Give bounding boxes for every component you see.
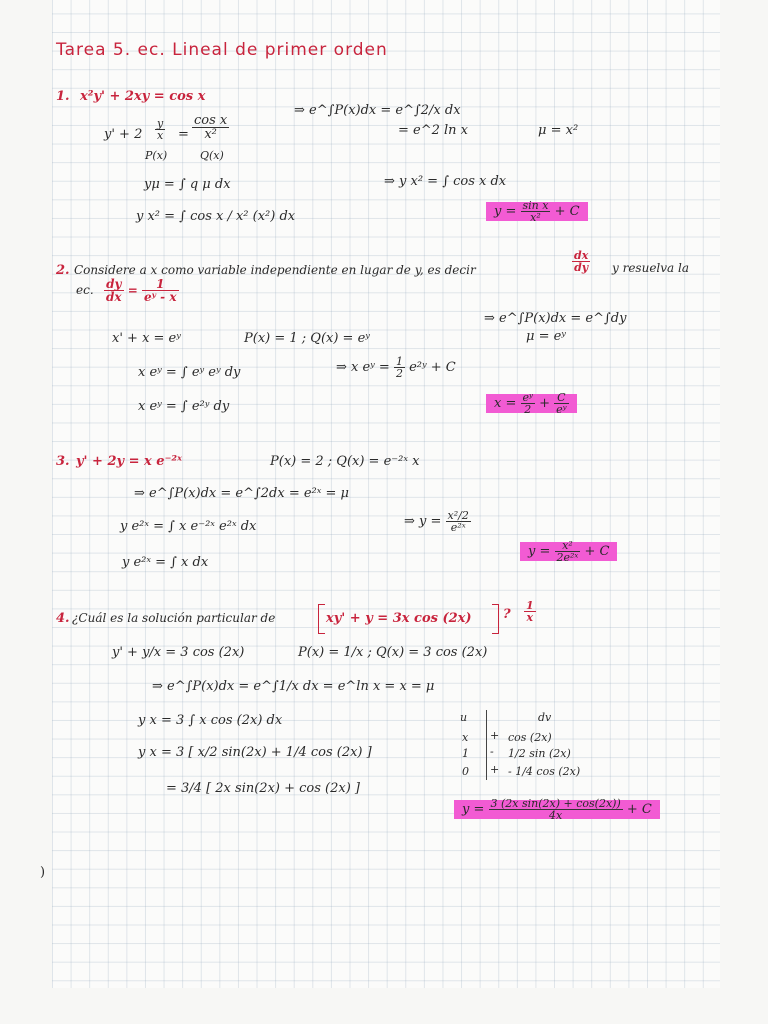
p1-frac-num: y: [157, 117, 164, 130]
problem-4-equation: xy' + y = 3x cos (2x): [326, 611, 472, 626]
problem-2-text-end: y resuelva la: [612, 261, 689, 275]
p1-answer-rhs: + C: [554, 204, 580, 219]
p3-answer-rhs: + C: [584, 544, 610, 559]
p1-standard-equals: =: [178, 127, 189, 142]
p1-q-den: x²: [204, 127, 217, 142]
p4-table-dv-0: cos (2x): [508, 731, 552, 744]
problem-3-number: 3.: [56, 454, 70, 469]
p4-table-sign-0: +: [490, 729, 500, 742]
p2-eq-rhs-den: eʸ - x: [143, 290, 177, 304]
p4-answer-num: 3 (2x sin(2x) + cos(2x)): [490, 797, 621, 810]
p4-table-u-2: 0: [462, 765, 469, 778]
problem-2-text: Considere a x como variable independiente en lugar de y, es decir: [74, 263, 476, 277]
p2-line-3: x eʸ = ∫ e²ʸ dy: [138, 399, 230, 414]
p4-answer-lhs: y =: [462, 802, 485, 817]
p3-pq: P(x) = 2 ; Q(x) = e⁻²ˣ x: [270, 454, 420, 469]
p3-line-1b-den: e²ˣ: [450, 521, 466, 534]
p4-table-head-dv: dv: [538, 711, 552, 724]
p4-factor-num: 1: [526, 599, 534, 612]
p3-line-1b: [404, 510, 471, 533]
p3-mu-line: ⇒ e^∫P(x)dx = e^∫2dx = e²ˣ = μ: [134, 486, 349, 501]
p4-line-3: y x = 3 [ x/2 sin(2x) + 1/4 cos (2x) ]: [138, 745, 372, 760]
p4-answer: [454, 798, 660, 821]
p2-line-2b-lhs: ⇒ x eʸ =: [336, 360, 390, 375]
problem-1-equation: x²y' + 2xy = cos x: [80, 89, 206, 104]
p1-mu-line-1: ⇒ e^∫P(x)dx = e^∫2/x dx: [294, 103, 461, 118]
p4-table-dv-2: - 1/4 cos (2x): [508, 765, 581, 778]
bottom-margin: [0, 988, 768, 1024]
right-margin: [720, 0, 768, 1024]
p4-table-sign-2: +: [490, 763, 500, 776]
p1-q-num: cos x: [194, 113, 228, 128]
p1-integral-1: yμ = ∫ q μ dx: [144, 177, 231, 192]
p4-line-2: y x = 3 ∫ x cos (2x) dx: [138, 713, 283, 728]
problem-3-equation: y' + 2y = x e⁻²ˣ: [76, 454, 183, 469]
p1-answer: [486, 200, 588, 223]
p2-eq-den: dx: [106, 290, 122, 304]
p1-answer-lhs: y =: [494, 204, 517, 219]
p2-line-1: x' + x = eʸ: [112, 331, 181, 346]
p3-answer-num: x²: [555, 540, 581, 552]
p3-answer: [520, 540, 617, 563]
p4-table-head-u: u: [460, 711, 468, 724]
p2-line-2b-rest: e²ʸ + C: [409, 360, 456, 375]
problem-4-number: 4.: [56, 611, 70, 626]
p1-answer-den: x²: [530, 211, 541, 224]
problem-4-text: ¿Cuál es la solución particular de: [72, 611, 276, 625]
p2-answer-den-1: 2: [524, 403, 532, 416]
problem-2-number: 2.: [56, 263, 70, 278]
p4-question-mark: ?: [503, 607, 511, 622]
p3-answer-den: 2e²ˣ: [556, 551, 579, 564]
p1-p-label: P(x): [145, 149, 168, 162]
p2-mu-line: ⇒ e^∫P(x)dx = e^∫dy: [484, 311, 627, 326]
p4-answer-rhs: + C: [626, 802, 652, 817]
p2-dxdy-frac: [572, 250, 590, 273]
p1-mu-value: μ = x²: [538, 123, 579, 138]
problem-1-number: 1.: [56, 89, 70, 104]
p4-pq: P(x) = 1/x ; Q(x) = 3 cos (2x): [298, 645, 488, 660]
p4-line-1: y' + y/x = 3 cos (2x): [112, 645, 245, 660]
p1-integral-3: ⇒ y x² = ∫ cos x dx: [384, 174, 507, 189]
p2-answer-num-2: C: [554, 392, 568, 404]
p2-line-2b-den: 2: [395, 367, 403, 380]
p1-integral-2: y x² = ∫ cos x / x² (x²) dx: [136, 209, 296, 224]
p2-answer-lhs: x =: [494, 396, 517, 411]
p2-dxdy-num: dx: [574, 249, 589, 262]
p3-line-1: y e²ˣ = ∫ x e⁻²ˣ e²ˣ dx: [120, 519, 257, 534]
p1-standard-lhs: y' + 2: [104, 127, 143, 142]
p3-line-1b-num: x²/2: [447, 509, 469, 522]
p4-table-u-0: x: [462, 731, 469, 744]
p2-eq-rhs-num: 1: [142, 278, 179, 291]
p4-answer-den: 4x: [549, 809, 563, 822]
p3-answer-lhs: y =: [528, 544, 551, 559]
p2-mu-value: μ = eʸ: [526, 329, 566, 344]
p1-q-frac: [192, 114, 229, 141]
p2-answer-den-2: eʸ: [556, 403, 567, 416]
p2-line-2: x eʸ = ∫ eʸ eʸ dy: [138, 365, 241, 380]
p1-answer-num: sin x: [522, 199, 549, 212]
p2-answer-num-1: eʸ: [522, 391, 533, 404]
p4-factor: [524, 600, 536, 623]
p1-frac-den: x: [157, 129, 164, 142]
margin-mark: ): [40, 865, 46, 880]
p4-factor-den: x: [526, 611, 534, 624]
page-title: Tarea 5. ec. Lineal de primer orden: [56, 40, 388, 60]
p3-line-1b-lhs: ⇒ y =: [404, 514, 442, 529]
p4-table-dv-1: 1/2 sin (2x): [508, 747, 571, 760]
p2-answer-mid: +: [539, 396, 550, 411]
p4-left-bracket: [318, 604, 325, 634]
p2-pq: P(x) = 1 ; Q(x) = eʸ: [244, 331, 370, 346]
p2-eq-lhs: $\frac{dy}{dx}$ = $\frac{1}{\text{eʸ - x}}$: [106, 277, 177, 304]
p4-mu-line: ⇒ e^∫P(x)dx = e^∫1/x dx = e^ln x = x = μ: [152, 679, 435, 694]
p2-line-2b: [336, 356, 456, 379]
p1-mu-line-2: = e^2 ln x: [398, 123, 469, 138]
p2-line-2b-num: 1: [395, 355, 403, 368]
p3-line-2: y e²ˣ = ∫ x dx: [122, 555, 209, 570]
p1-q-label: Q(x): [200, 149, 224, 162]
p1-standard-frac: [155, 118, 165, 141]
p2-eq-num: dy: [104, 278, 124, 291]
p2-answer: [486, 392, 577, 415]
p4-table-u-1: 1: [462, 747, 469, 760]
p2-ec-label: ec.: [76, 283, 94, 297]
p4-line-4: = 3/4 [ 2x sin(2x) + cos (2x) ]: [166, 781, 360, 796]
p4-table-sign-1: -: [490, 745, 494, 758]
p4-right-bracket: [492, 604, 499, 634]
p2-dxdy-den: dy: [574, 261, 589, 274]
p4-table-divider: [486, 710, 487, 780]
